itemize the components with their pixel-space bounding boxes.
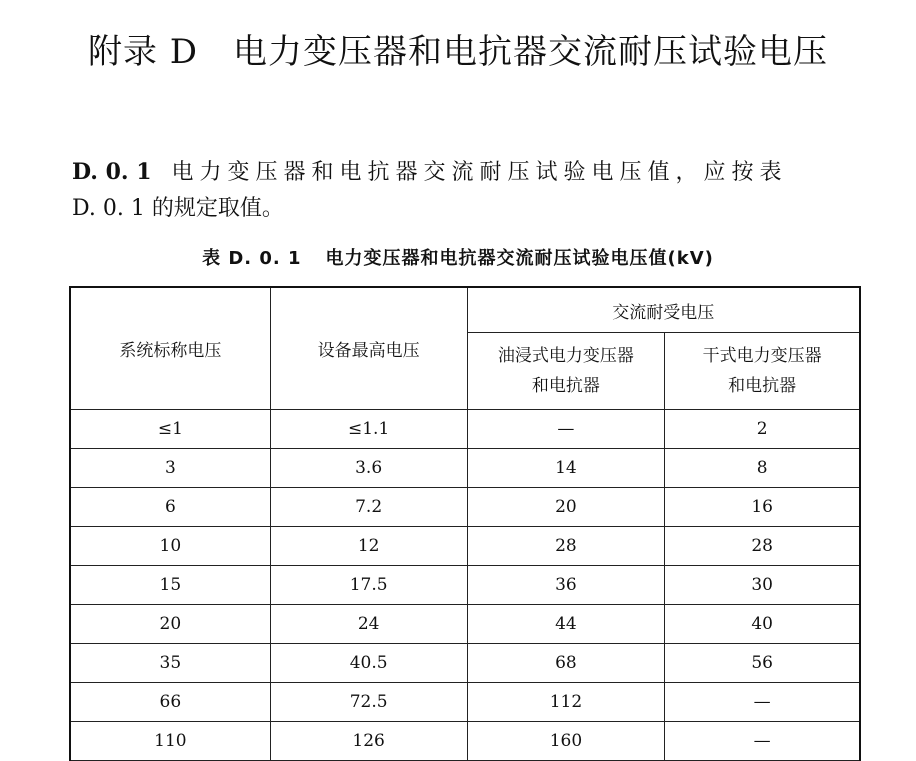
cell-max: 40.5: [270, 644, 467, 683]
cell-nominal: 66: [70, 683, 270, 722]
cell-dry: 40: [665, 605, 860, 644]
header-dry-type-line2: 和电抗器: [728, 376, 797, 396]
table-row: [70, 410, 860, 449]
table-row: [70, 722, 860, 761]
cell-max: 17.5: [270, 566, 467, 605]
cell-oil: 68: [467, 644, 665, 683]
voltage-table: [69, 286, 861, 761]
header-equipment-max-voltage: 设备最高电压: [270, 287, 467, 410]
cell-dry: 16: [665, 488, 860, 527]
cell-dry: —: [665, 683, 860, 722]
cell-max: 72.5: [270, 683, 467, 722]
cell-dry: 30: [665, 566, 860, 605]
cell-nominal: 15: [70, 566, 270, 605]
table-row: [70, 683, 860, 722]
cell-dry: 28: [665, 527, 860, 566]
clause-number: D. 0. 1: [72, 159, 152, 185]
cell-oil: 20: [467, 488, 665, 527]
header-ac-withstand-voltage: 交流耐受电压: [467, 287, 860, 333]
table-row: [70, 488, 860, 527]
cell-dry: —: [665, 722, 860, 761]
cell-max: 126: [270, 722, 467, 761]
header-dry-type-line1: 干式电力变压器: [702, 346, 822, 366]
clause-paragraph: [72, 154, 872, 227]
header-oil-immersed: [467, 333, 665, 410]
appendix-title: 附录 D 电力变压器和电抗器交流耐压试验电压: [87, 32, 829, 72]
cell-oil: 36: [467, 566, 665, 605]
clause-text-line1: 电力变压器和电抗器交流耐压试验电压值，应按表: [171, 160, 788, 185]
cell-max: 7.2: [270, 488, 467, 527]
cell-oil: 44: [467, 605, 665, 644]
table-row: [70, 566, 860, 605]
table-caption-title: 电力变压器和电抗器交流耐压试验电压值(kV): [325, 248, 714, 269]
cell-nominal: 20: [70, 605, 270, 644]
clause-text-line2: D. 0. 1 的规定取值。: [72, 196, 284, 221]
cell-oil: 112: [467, 683, 665, 722]
cell-max: ≤1.1: [270, 410, 467, 449]
cell-dry: 8: [665, 449, 860, 488]
cell-max: 12: [270, 527, 467, 566]
cell-oil: —: [467, 410, 665, 449]
cell-oil: 14: [467, 449, 665, 488]
cell-oil: 28: [467, 527, 665, 566]
cell-dry: 2: [665, 410, 860, 449]
table-caption: [0, 244, 916, 270]
cell-max: 24: [270, 605, 467, 644]
cell-nominal: 110: [70, 722, 270, 761]
table-row: [70, 644, 860, 683]
table-row: [70, 605, 860, 644]
cell-dry: 56: [665, 644, 860, 683]
header-oil-immersed-line1: 油浸式电力变压器: [497, 346, 634, 366]
cell-nominal: 3: [70, 449, 270, 488]
cell-oil: 160: [467, 722, 665, 761]
table-row: [70, 527, 860, 566]
header-oil-immersed-line2: 和电抗器: [531, 376, 600, 396]
header-dry-type: [665, 333, 860, 410]
table-caption-number: 表 D. 0. 1: [202, 248, 302, 269]
header-system-nominal-voltage: 系统标称电压: [70, 287, 270, 410]
cell-nominal: ≤1: [70, 410, 270, 449]
cell-nominal: 10: [70, 527, 270, 566]
cell-nominal: 35: [70, 644, 270, 683]
table-row: [70, 449, 860, 488]
cell-nominal: 6: [70, 488, 270, 527]
cell-max: 3.6: [270, 449, 467, 488]
